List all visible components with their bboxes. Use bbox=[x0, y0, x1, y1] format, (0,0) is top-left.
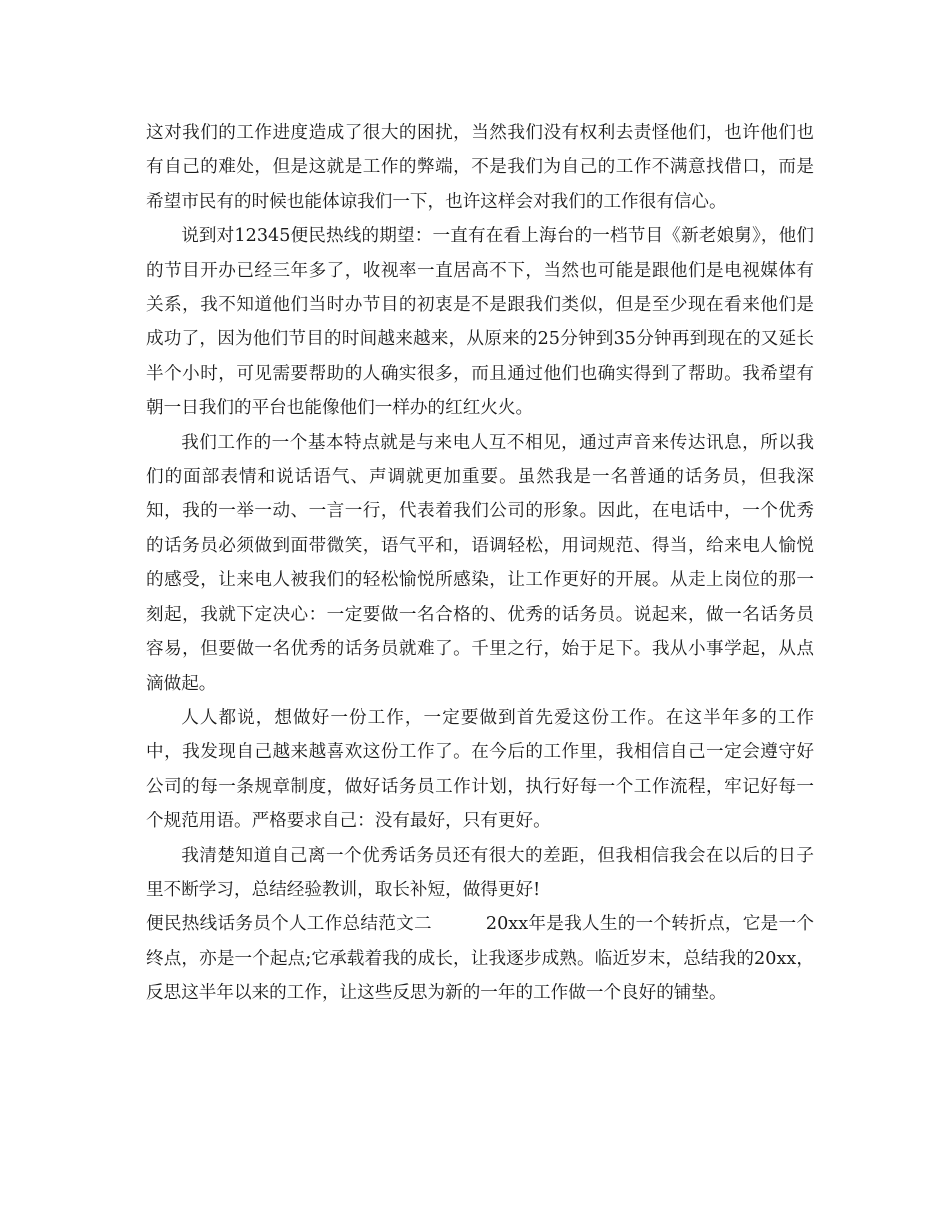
paragraph-3: 我们工作的一个基本特点就是与来电人互不相见，通过声音来传达讯息，所以我们的面部表情和说话语气、声调就更加重要。虽然我是一名普通的话务员，但我深知，我的一举一动、一言一行，代表着我们公司的形象。因此，在电话中，一个优秀的话务员必须做到面带微笑，语气平和，语调轻松，用词规范、得当，给来电人愉悦的感受，让来电人被我们的轻松愉悦所感染，让工作更好的开展。从走上岗位的那一刻起，我就下定决心：一定要做一名合格的、优秀的话务员。说起来，做一名话务员容易，但要做一名优秀的话务员就难了。千里之行，始于足下。我从小事学起，从点滴做起。 bbox=[146, 432, 814, 694]
paragraph-1: 这对我们的工作进度造成了很大的困扰，当然我们没有权利去责怪他们，也许他们也有自己的难处，但是这就是工作的弊端，不是我们为自己的工作不满意找借口，而是希望市民有的时候也能体谅我们一下，也许这样会对我们的工作很有信心。 bbox=[146, 123, 814, 212]
paragraph-4: 人人都说，想做好一份工作，一定要做到首先爱这份工作。在这半年多的工作中，我发现自己越来越喜欢这份工作了。在今后的工作里，我相信自己一定会遵守好公司的每一条规章制度，做好话务员工作计划，执行好每一个工作流程，牢记好每一个规范用语。严格要求自己：没有最好，只有更好。 bbox=[146, 707, 814, 832]
document-body bbox=[146, 116, 814, 1011]
paragraph-2: 说到对12345便民热线的期望：一直有在看上海台的一档节目《新老娘舅》，他们的节目开办已经三年多了，收视率一直居高不下，当然也可能是跟他们是电视媒体有关系，我不知道他们当时办节目的初衷是不是跟我们类似，但是至少现在看来他们是成功了，因为他们节目的时间越来越来，从原来的25分钟到35分钟再到现在的又延长半个小时，可见需要帮助的人确实很多，而且通过他们也确实得到了帮助。我希望有朝一日我们的平台也能像他们一样办的红红火火。 bbox=[146, 226, 814, 419]
paragraph-6 bbox=[146, 907, 814, 1010]
section-heading: 便民热线话务员个人工作总结范文二 bbox=[146, 914, 432, 935]
final-paragraph-text: 20xx年是我人生的一个转折点，它是一个终点，亦是一个起点;它承载着我的成长，让我逐步成熟。临近岁末，总结我的20xx，反思这半年以来的工作，让这些反思为新的一年的工作做一个良好的铺垫。 bbox=[146, 914, 814, 1004]
paragraph-5: 我清楚知道自己离一个优秀话务员还有很大的差距，但我相信我会在以后的日子里不断学习，总结经验教训，取长补短，做得更好! bbox=[146, 845, 814, 900]
